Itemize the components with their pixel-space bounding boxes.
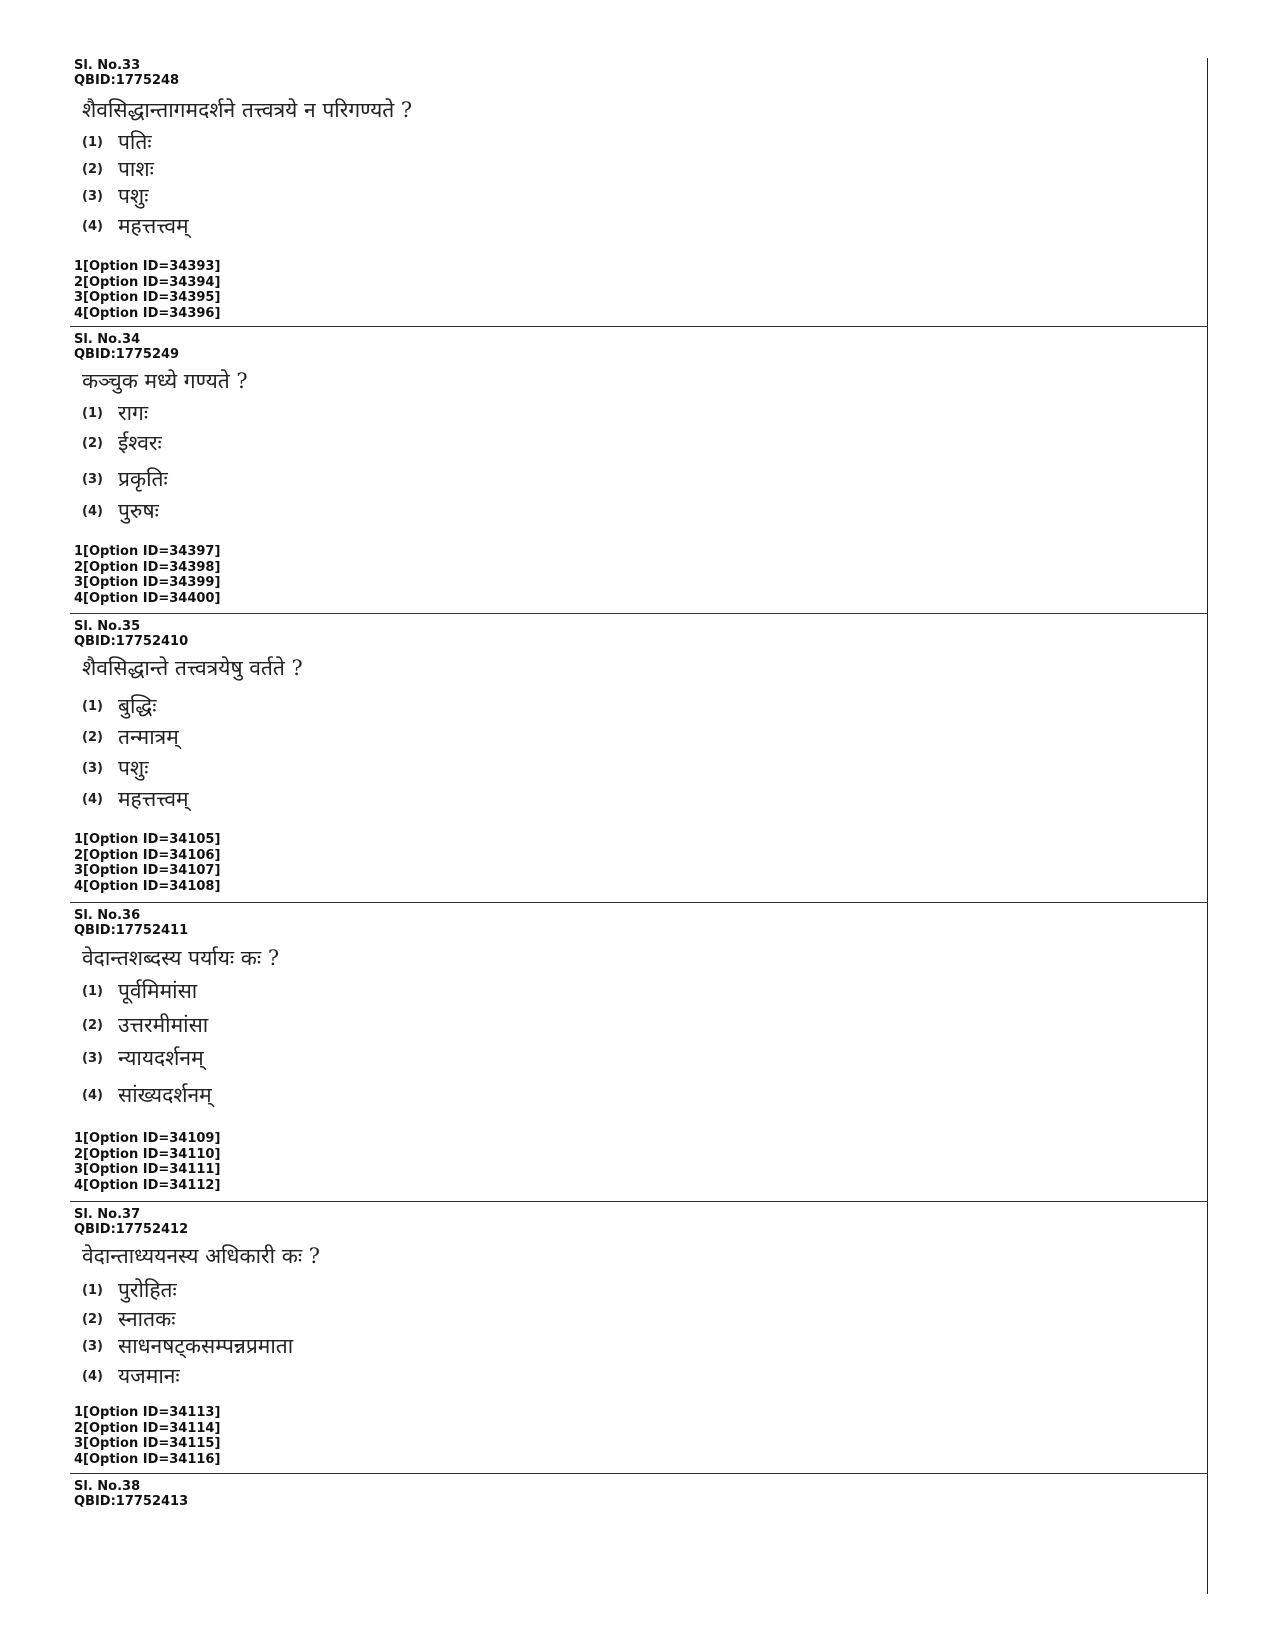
option-id: 3[Option ID=34115] [74, 1436, 221, 1451]
question-text: वेदान्ताध्ययनस्य अधिकारी कः ? [82, 1244, 321, 1268]
option-text: पशुः [118, 184, 149, 208]
option-4 [82, 212, 189, 240]
option-number: (3) [82, 1050, 103, 1066]
option-id-list [74, 259, 220, 321]
qbid: QBID:17752411 [74, 923, 189, 938]
option-text: स्नातकः [118, 1307, 176, 1331]
option-2 [82, 723, 179, 751]
question-block [70, 1201, 1208, 1473]
qbid: QBID:1775249 [74, 347, 180, 362]
option-2 [82, 1305, 175, 1333]
option-text: पशुः [118, 756, 149, 780]
option-number: (3) [82, 1338, 103, 1354]
option-3 [82, 754, 148, 782]
option-id: 1[Option ID=34105] [74, 832, 221, 847]
option-id: 1[Option ID=34109] [74, 1131, 221, 1146]
option-4 [82, 497, 159, 525]
question-text: वेदान्तशब्दस्य पर्यायः कः ? [82, 946, 280, 970]
option-id: 4[Option ID=34112] [74, 1177, 221, 1193]
option-2 [82, 1011, 208, 1039]
option-text: पूर्वमिमांसा [118, 979, 198, 1003]
option-number: (4) [82, 218, 103, 234]
option-number: (2) [82, 161, 103, 177]
option-id: 3[Option ID=34395] [74, 290, 221, 305]
option-id: 1[Option ID=34393] [74, 259, 221, 274]
option-id: 4[Option ID=34108] [74, 878, 221, 894]
option-number: (2) [82, 729, 103, 745]
option-text: पुरुषः [118, 499, 159, 523]
question-block [70, 58, 1208, 326]
option-text: उत्तरमीमांसा [118, 1013, 209, 1037]
option-3 [82, 1332, 293, 1360]
option-number: (1) [82, 698, 103, 714]
option-id: 3[Option ID=34107] [74, 863, 221, 878]
qbid: QBID:17752413 [74, 1494, 189, 1509]
option-id: 2[Option ID=34398] [74, 559, 221, 575]
serial-number: Sl. No.37 [74, 1207, 141, 1222]
option-text: पतिः [118, 130, 152, 154]
option-3 [82, 182, 148, 210]
option-3 [82, 465, 168, 493]
question-block [70, 326, 1208, 613]
serial-number: Sl. No.36 [74, 908, 141, 923]
option-text: न्यायदर्शनम् [118, 1046, 204, 1070]
option-number: (3) [82, 188, 103, 204]
option-2 [82, 429, 162, 457]
option-id: 2[Option ID=34114] [74, 1420, 221, 1436]
option-text: पुरोहितः [118, 1278, 177, 1302]
option-number: (1) [82, 405, 103, 421]
option-text: प्रकृतिः [118, 467, 168, 491]
option-id-list [74, 1131, 220, 1193]
option-id-list [74, 544, 220, 606]
option-text: महत्तत्त्वम् [118, 787, 189, 811]
option-id: 4[Option ID=34400] [74, 590, 221, 606]
option-number: (3) [82, 471, 103, 487]
option-number: (4) [82, 1368, 103, 1384]
option-1 [82, 399, 148, 427]
option-id: 1[Option ID=34397] [74, 544, 221, 559]
option-text: बुद्धिः [118, 694, 157, 718]
option-1 [82, 692, 156, 720]
question-block [70, 613, 1208, 902]
question-text: शैवसिद्धान्तागमदर्शने तत्त्वत्रये न परिगण्यते ? [82, 98, 413, 122]
option-number: (4) [82, 503, 103, 519]
serial-number: Sl. No.34 [74, 332, 141, 347]
option-4 [82, 1081, 212, 1109]
option-text: रागः [118, 401, 149, 425]
question-text: शैवसिद्धान्ते तत्त्वत्रयेषु वर्तते ? [82, 656, 303, 680]
serial-number: Sl. No.38 [74, 1479, 141, 1494]
option-id: 2[Option ID=34110] [74, 1146, 221, 1162]
option-number: (1) [82, 1282, 103, 1298]
option-text: साधनषट्कसम्पन्नप्रमाता [118, 1334, 294, 1358]
option-1 [82, 1276, 177, 1304]
option-number: (2) [82, 435, 103, 451]
option-number: (2) [82, 1311, 103, 1327]
option-text: तन्मात्रम् [118, 725, 179, 749]
option-number: (1) [82, 134, 103, 150]
option-text: यजमानः [118, 1364, 180, 1388]
serial-number: Sl. No.33 [74, 58, 141, 73]
option-1 [82, 128, 152, 156]
serial-number: Sl. No.35 [74, 619, 141, 634]
option-1 [82, 977, 197, 1005]
option-id-list [74, 1405, 220, 1467]
option-number: (4) [82, 791, 103, 807]
option-text: सांख्यदर्शनम् [118, 1083, 212, 1107]
option-number: (2) [82, 1017, 103, 1033]
option-id: 3[Option ID=34399] [74, 575, 221, 590]
option-id-list [74, 832, 220, 894]
option-text: महत्तत्त्वम् [118, 214, 189, 238]
option-2 [82, 155, 154, 183]
option-id: 1[Option ID=34113] [74, 1405, 221, 1420]
option-id: 4[Option ID=34396] [74, 305, 221, 321]
option-number: (4) [82, 1087, 103, 1103]
option-number: (1) [82, 983, 103, 999]
option-id: 4[Option ID=34116] [74, 1451, 221, 1467]
option-id: 3[Option ID=34111] [74, 1162, 221, 1177]
option-text: पाशः [118, 157, 154, 181]
qbid: QBID:17752412 [74, 1222, 189, 1237]
question-sheet [70, 58, 1208, 1594]
question-block [70, 902, 1208, 1201]
option-text: ईश्वरः [118, 431, 162, 455]
question-block [70, 1473, 1208, 1594]
option-id: 2[Option ID=34106] [74, 847, 221, 863]
option-4 [82, 785, 189, 813]
qbid: QBID:1775248 [74, 73, 180, 88]
option-3 [82, 1044, 204, 1072]
option-4 [82, 1362, 180, 1390]
option-id: 2[Option ID=34394] [74, 274, 221, 290]
option-number: (3) [82, 760, 103, 776]
question-text: कञ्चुक मध्ये गण्यते ? [82, 369, 248, 393]
qbid: QBID:17752410 [74, 634, 189, 649]
